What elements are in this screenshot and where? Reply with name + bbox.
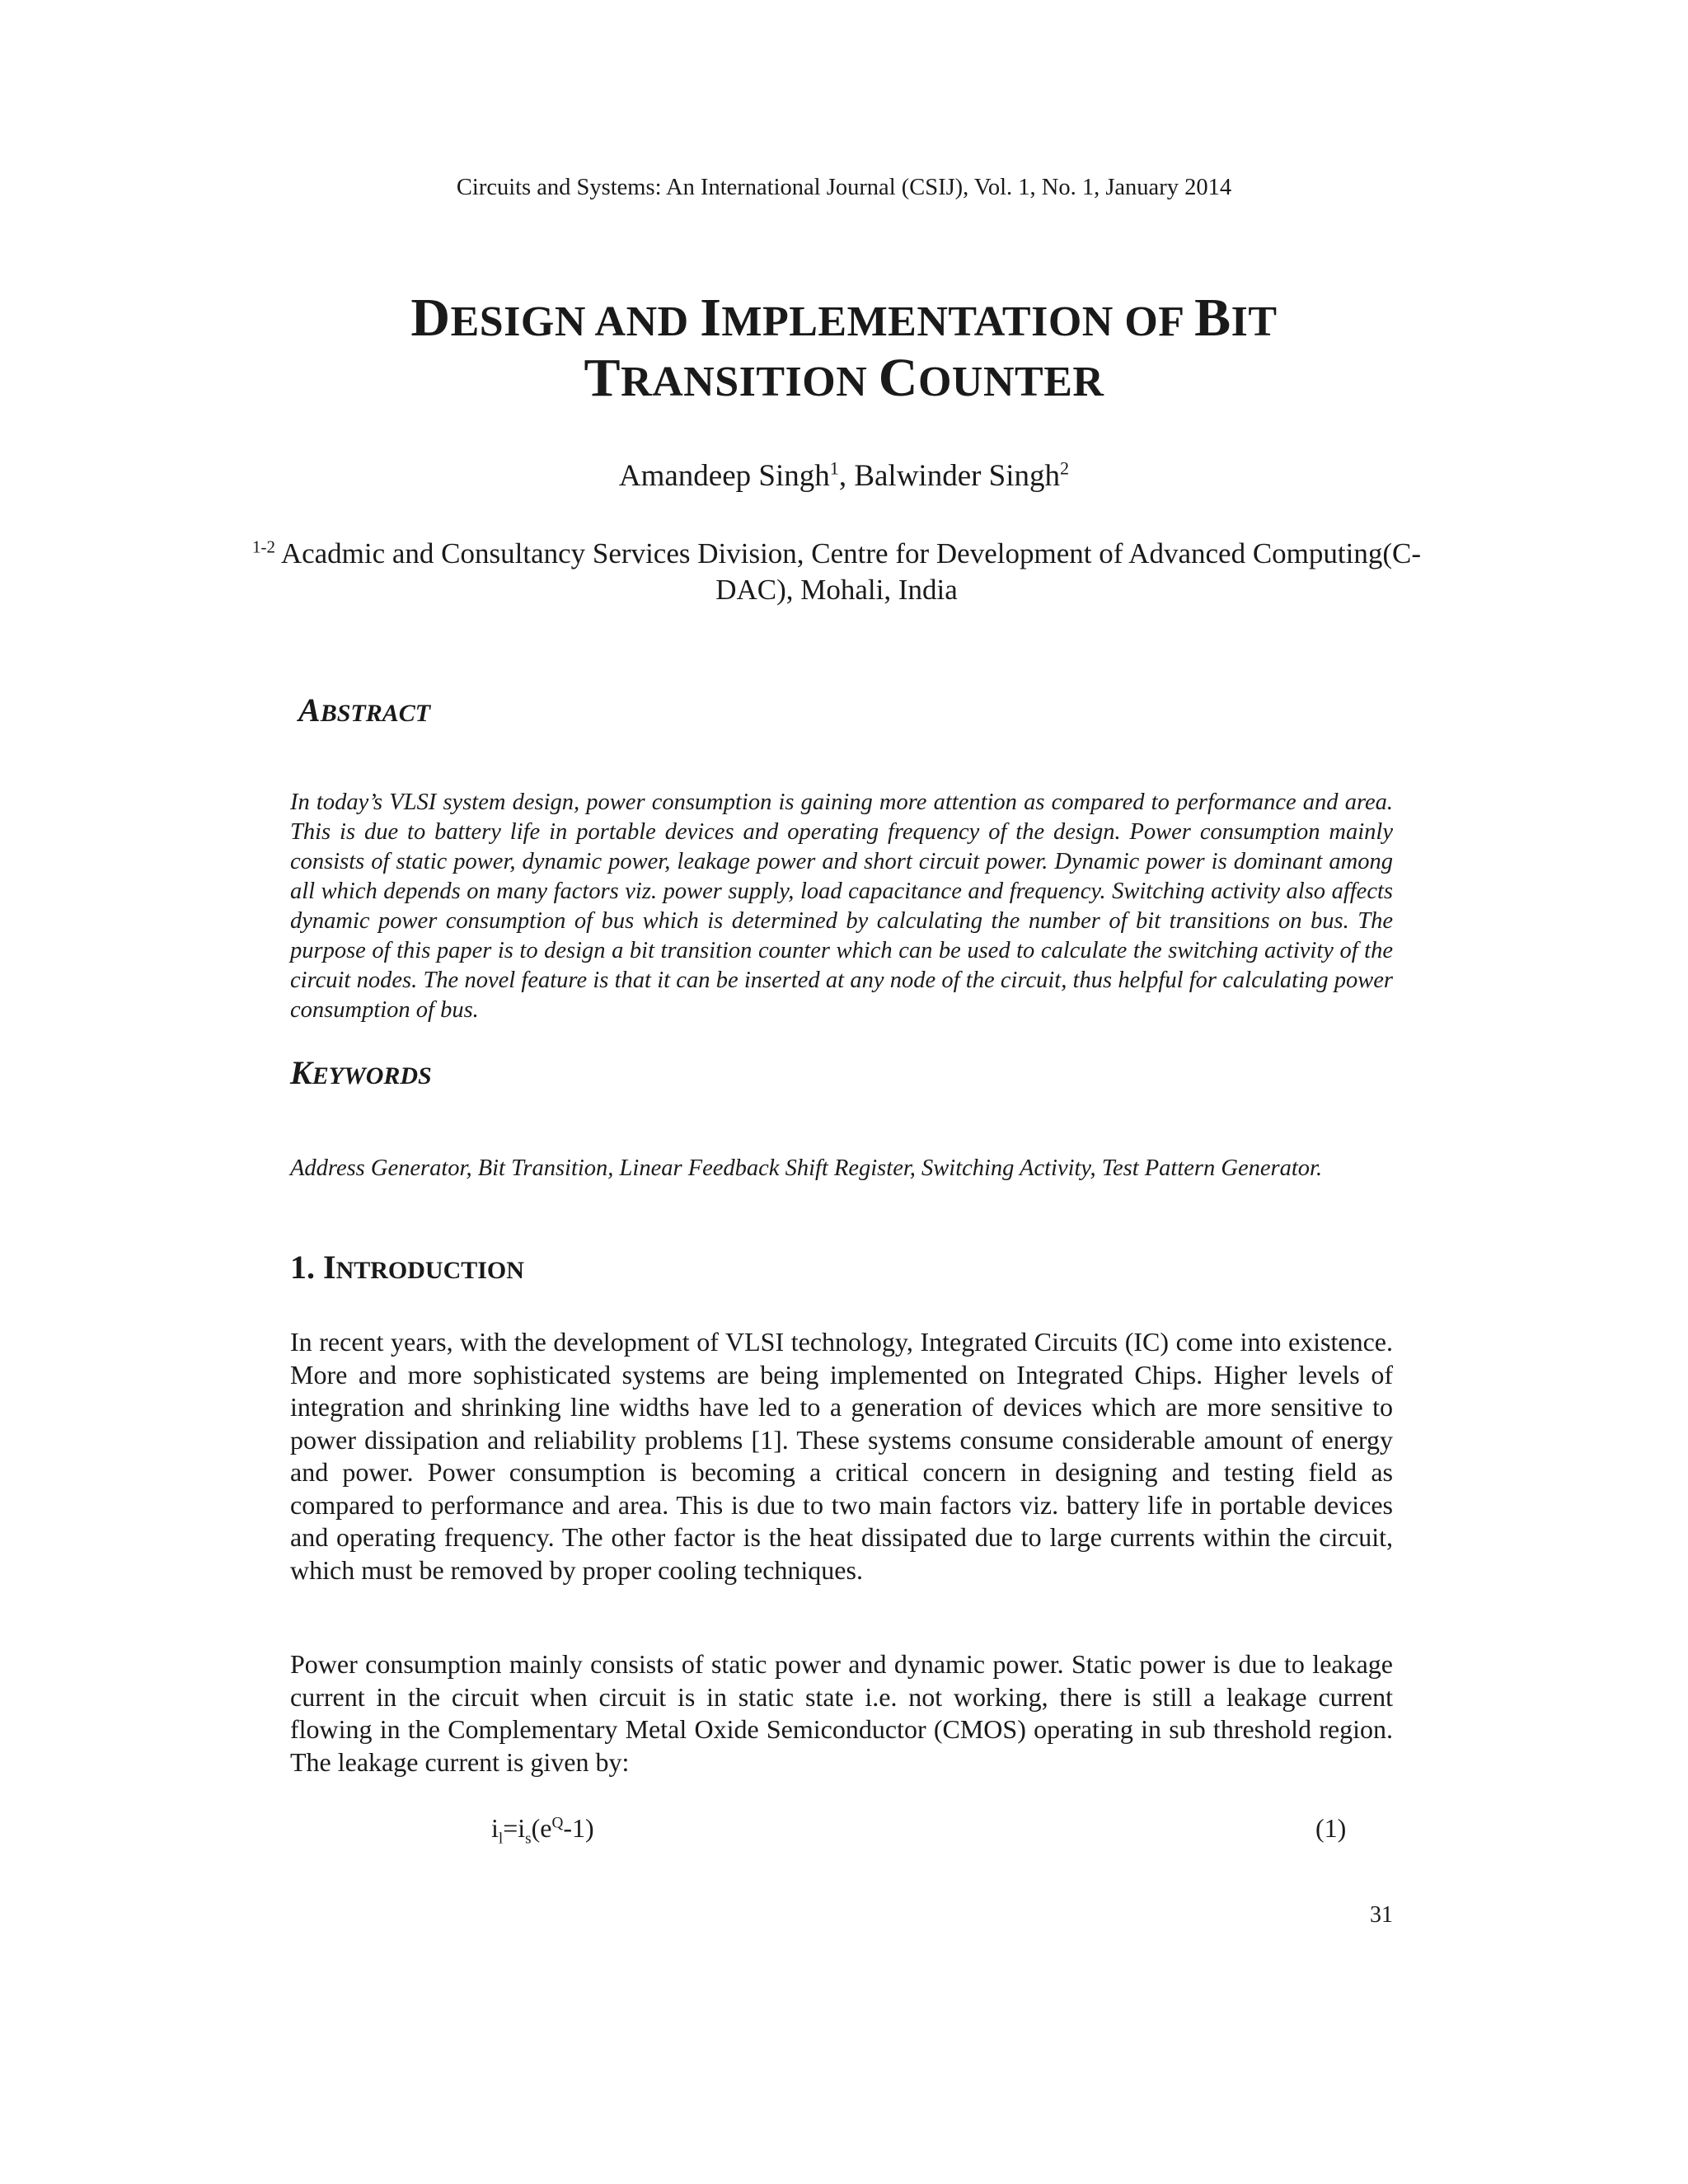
abstract-text: In today’s VLSI system design, power consumption is gaining more attention as compared to performance and area. This is due to battery life in portable devices and operating frequency of the design. Power consumption mainly consists of static power, dynamic power, leakage power and short circuit power. Dynamic power is dominant among all which depends on many factors viz. power supply, load capacitance and frequency. Switching activity also affects dynamic power consumption of bus which is determined by calculating the number of bit transitions on bus. The purpose of this paper is to design a bit transition counter which can be used to calculate the switching activity of the circuit nodes. The novel feature is that it can be inserted at any node of the circuit, thus helpful for calculating power consumption of bus. [290,790,1393,1023]
heading-cap: I [323,1249,336,1286]
keywords-text: Address Generator, Bit Transition, Linear Feedback Shift Register, Switching Activity, Test Pattern Generator. [290,1155,1323,1181]
equation-part: =i [503,1813,526,1843]
journal-header: Circuits and Systems: An International Journal (CSIJ), Vol. 1, No. 1, January 2014 [456,175,1232,200]
title-line-2 [0,350,1688,410]
affiliation-text: Acadmic and Consultancy Services Division, Centre for Development of Advanced Computing(C-DAC), Mohali, India [275,537,1421,606]
equation-subscript: s [525,1830,532,1848]
equation-superscript: Q [551,1814,564,1832]
title-rest: OUNTER [917,359,1104,405]
title-rest: ESIGN AND [450,298,701,345]
equation-part: (e [531,1813,552,1843]
title-rest: IT [1231,298,1278,345]
equation-number: (1) [1315,1813,1347,1843]
author-separator: , [838,459,855,493]
affiliation [247,536,1426,608]
title-cap: T [584,348,621,408]
page-number: 31 [1370,1902,1393,1928]
keywords-heading [290,1053,432,1092]
equation-part: i [491,1813,499,1843]
equation-1 [491,1813,594,1848]
heading-cap: A [298,691,321,729]
title-line-1 [0,290,1688,350]
author-name: Amandeep Singh [618,459,830,493]
title-cap: I [700,288,722,348]
author-affiliation-mark: 2 [1060,457,1070,479]
introduction-paragraph-1: In recent years, with the development of VLSI technology, Integrated Circuits (IC) come into existence. More and more sophisticated systems are being implemented on Integrated Chips. Higher levels of integration and shrinking line widths have led to a generation of devices which are more sensitive to power dissipation and reliability problems [1]. These systems consume considerable amount of energy and power. Power consumption is becoming a critical concern in designing and testing field as compared to performance and area. This is due to two main factors viz. battery life in portable devices and operating frequency. The other factor is the heat dissipated due to large currents within the circuit, which must be removed by proper cooling techniques. [290,1327,1393,1585]
equation-subscript: l [498,1830,504,1848]
affiliation-mark: 1-2 [252,537,275,557]
section-number: 1. [290,1249,323,1286]
title-rest: RANSITION [621,359,879,405]
author-list [0,458,1688,494]
heading-rest: BSTRACT [320,700,431,727]
abstract-heading [298,691,430,729]
equation-part: -1) [563,1813,594,1843]
author-name: Balwinder Singh [854,459,1061,493]
title-cap: B [1194,288,1231,348]
heading-rest: EYWORDS [312,1062,432,1090]
paper-title [0,290,1688,410]
author-affiliation-mark: 1 [829,457,839,479]
title-cap: C [878,348,918,408]
heading-rest: NTRODUCTION [335,1257,524,1284]
title-rest: MPLEMENTATION OF [721,298,1195,345]
heading-cap: K [290,1054,312,1091]
introduction-heading [290,1248,524,1286]
title-cap: D [410,288,451,348]
introduction-paragraph-2: Power consumption mainly consists of static power and dynamic power. Static power is due to leakage current in the circuit when circuit is in static state i.e. not working, there is still a leakage current flowing in the Complementary Metal Oxide Semiconductor (CMOS) operating in sub threshold region. The leakage current is given by: [290,1649,1393,1777]
